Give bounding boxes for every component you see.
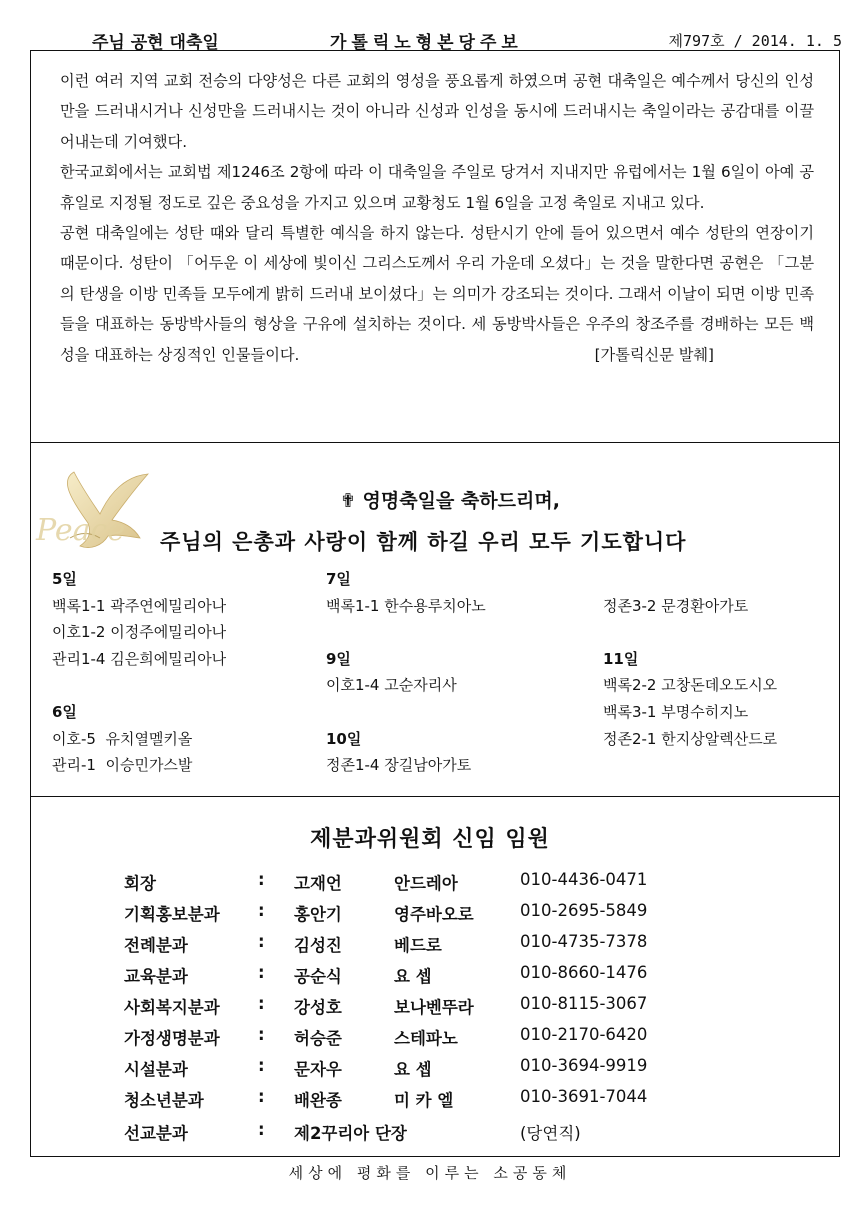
feast-greeting-line1: ✟ 영명축일을 축하드리며, — [340, 490, 560, 512]
name-cell: 공순식 — [294, 967, 342, 986]
baptismal-name-cell: 안드레아 — [394, 874, 458, 893]
phone-cell: 010-8660-1476 — [520, 963, 648, 982]
phone-cell: 010-2695-5849 — [520, 901, 648, 920]
baptismal-name-cell: 베드로 — [394, 936, 442, 955]
role-cell: 시설분과 — [124, 1060, 188, 1079]
feast-column-3 — [603, 593, 777, 753]
list-item: 백록3-1 부명수히지노 — [603, 702, 749, 721]
phone-cell: 010-8115-3067 — [520, 994, 648, 1013]
list-item: 이호1-2 이정주에밀리아나 — [52, 623, 227, 642]
article-paragraph: 한국교회에서는 교회법 제1246조 2항에 따라 이 대축일을 주일로 당겨서 지내지만 유럽에서는 1월 6일이 아예 공휴일로 지정될 정도로 깊은 중요성을 가지고 있으며 교황청도 1월 6일을 고정 축일로 지내고 있다. — [60, 163, 814, 212]
phone-cell: (당연직) — [520, 1124, 581, 1143]
phone-cell: 010-4735-7378 — [520, 932, 648, 951]
baptismal-name-cell: 요 셉 — [394, 1060, 432, 1079]
day-label: 9일 — [326, 649, 351, 668]
list-item: 이호-5 유치열멜키올 — [52, 729, 193, 748]
bulletin-name: 가톨릭노형본당주보 — [330, 33, 523, 53]
colon: : — [258, 1087, 265, 1106]
section-divider — [30, 796, 840, 797]
day-label: 11일 — [603, 649, 639, 668]
colon: : — [258, 1056, 265, 1075]
feast-title: 주님 공현 대축일 — [92, 33, 219, 53]
day-label: 10일 — [326, 729, 362, 748]
list-item: 관리1-4 김은희에밀리아나 — [52, 649, 227, 668]
list-item: 정존1-4 장길남아가토 — [326, 756, 472, 775]
name-cell: 김성진 — [294, 936, 342, 955]
role-cell: 선교분과 — [124, 1124, 188, 1143]
bulletin-header — [30, 28, 842, 52]
list-item: 백록2-2 고창돈데오도시오 — [603, 676, 778, 695]
baptismal-name-cell: 영주바오로 — [394, 905, 474, 924]
phone-cell: 010-3694-9919 — [520, 1056, 648, 1075]
day-label: 6일 — [52, 702, 77, 721]
colon: : — [258, 901, 265, 920]
colon: : — [258, 994, 265, 1013]
list-item: 백록1-1 한수용루치아노 — [326, 596, 486, 615]
name-cell: 강성호 — [294, 998, 342, 1017]
peace-dove-icon — [30, 468, 160, 568]
article-source: [가톨릭신문 발췌] — [594, 345, 714, 364]
baptismal-name-cell: 요 셉 — [394, 967, 432, 986]
name-cell: 제2꾸리아 단장 — [294, 1124, 407, 1143]
list-item: 정존3-2 문경환아가토 — [603, 596, 749, 615]
name-cell: 홍안기 — [294, 905, 342, 924]
role-cell: 가정생명분과 — [124, 1029, 220, 1048]
baptismal-name-cell: 보나벤뚜라 — [394, 998, 474, 1017]
article-paragraph: 공현 대축일에는 성탄 때와 달리 특별한 예식을 하지 않는다. 성탄시기 안에 들어 있으면서 예수 성탄의 연장이기 때문이다. 성탄이 「어두운 이 세상에 빛이신 그리스도께서 우리 가운데 오셨다」는 것을 말한다면 공현은 「그분의 탄생을 이방 민족들 모두에게 밝히 드러내 보이셨다」는 의미가 강조되는 것이다. 그래서 이날이 되면 이방 민족들을 대표하는 동방박사들의 형상을 구유에 설치하는 것이다. 세 동방박사들은 우주의 창조주를 경배하는 모든 백성을 대표하는 상징적인 인물들이다. — [60, 224, 814, 364]
colon: : — [258, 1025, 265, 1044]
role-cell: 사회복지분과 — [124, 998, 220, 1017]
role-cell: 기획홍보분과 — [124, 905, 220, 924]
feast-greeting-line2: 주님의 은총과 사랑이 함께 하길 우리 모두 기도합니다 — [160, 530, 687, 554]
colon: : — [258, 932, 265, 951]
phone-cell: 010-3691-7044 — [520, 1087, 648, 1106]
list-item: 백록1-1 곽주연에밀리아나 — [52, 596, 227, 615]
phone-cell: 010-4436-0471 — [520, 870, 648, 889]
issue-info: 제797호 / 2014. 1. 5 — [668, 32, 842, 50]
list-item: 이호1-4 고순자리사 — [326, 676, 457, 695]
name-cell: 배완종 — [294, 1091, 342, 1110]
peace-lettering: Peace — [36, 513, 126, 548]
role-cell: 회장 — [124, 874, 156, 893]
name-cell: 고재언 — [294, 874, 342, 893]
footer-motto: 세상에 평화를 이루는 소공동체 — [288, 1164, 572, 1182]
day-label: 7일 — [326, 570, 351, 588]
phone-cell: 010-2170-6420 — [520, 1025, 648, 1044]
article-body — [60, 66, 814, 370]
officers-title: 제분과위원회 신임 임원 — [310, 827, 550, 852]
role-cell: 전례분과 — [124, 936, 188, 955]
role-cell: 청소년분과 — [124, 1091, 204, 1110]
baptismal-name-cell: 미 카 엘 — [394, 1091, 454, 1110]
section-divider — [30, 442, 840, 443]
name-cell: 문자우 — [294, 1060, 342, 1079]
article-paragraph: 이런 여러 지역 교회 전승의 다양성은 다른 교회의 영성을 풍요롭게 하였으며 공현 대축일은 예수께서 당신의 인성만을 드러내시거나 신성만을 드러내시는 것이 아니라 신성과 인성을 동시에 드러내시는 축일이라는 공감대를 이끌어내는데 기여했다. — [60, 72, 814, 151]
feast-column-2 — [326, 566, 486, 779]
name-cell: 허승준 — [294, 1029, 342, 1048]
colon: : — [258, 1120, 265, 1139]
day-label: 5일 — [52, 570, 77, 588]
baptismal-name-cell: 스테파노 — [394, 1029, 458, 1048]
feast-column-1 — [52, 566, 226, 779]
list-item: 관리-1 이승민가스발 — [52, 756, 193, 775]
colon: : — [258, 870, 265, 889]
role-cell: 교육분과 — [124, 967, 188, 986]
colon: : — [258, 963, 265, 982]
list-item: 정존2-1 한지상알렉산드로 — [603, 729, 778, 748]
